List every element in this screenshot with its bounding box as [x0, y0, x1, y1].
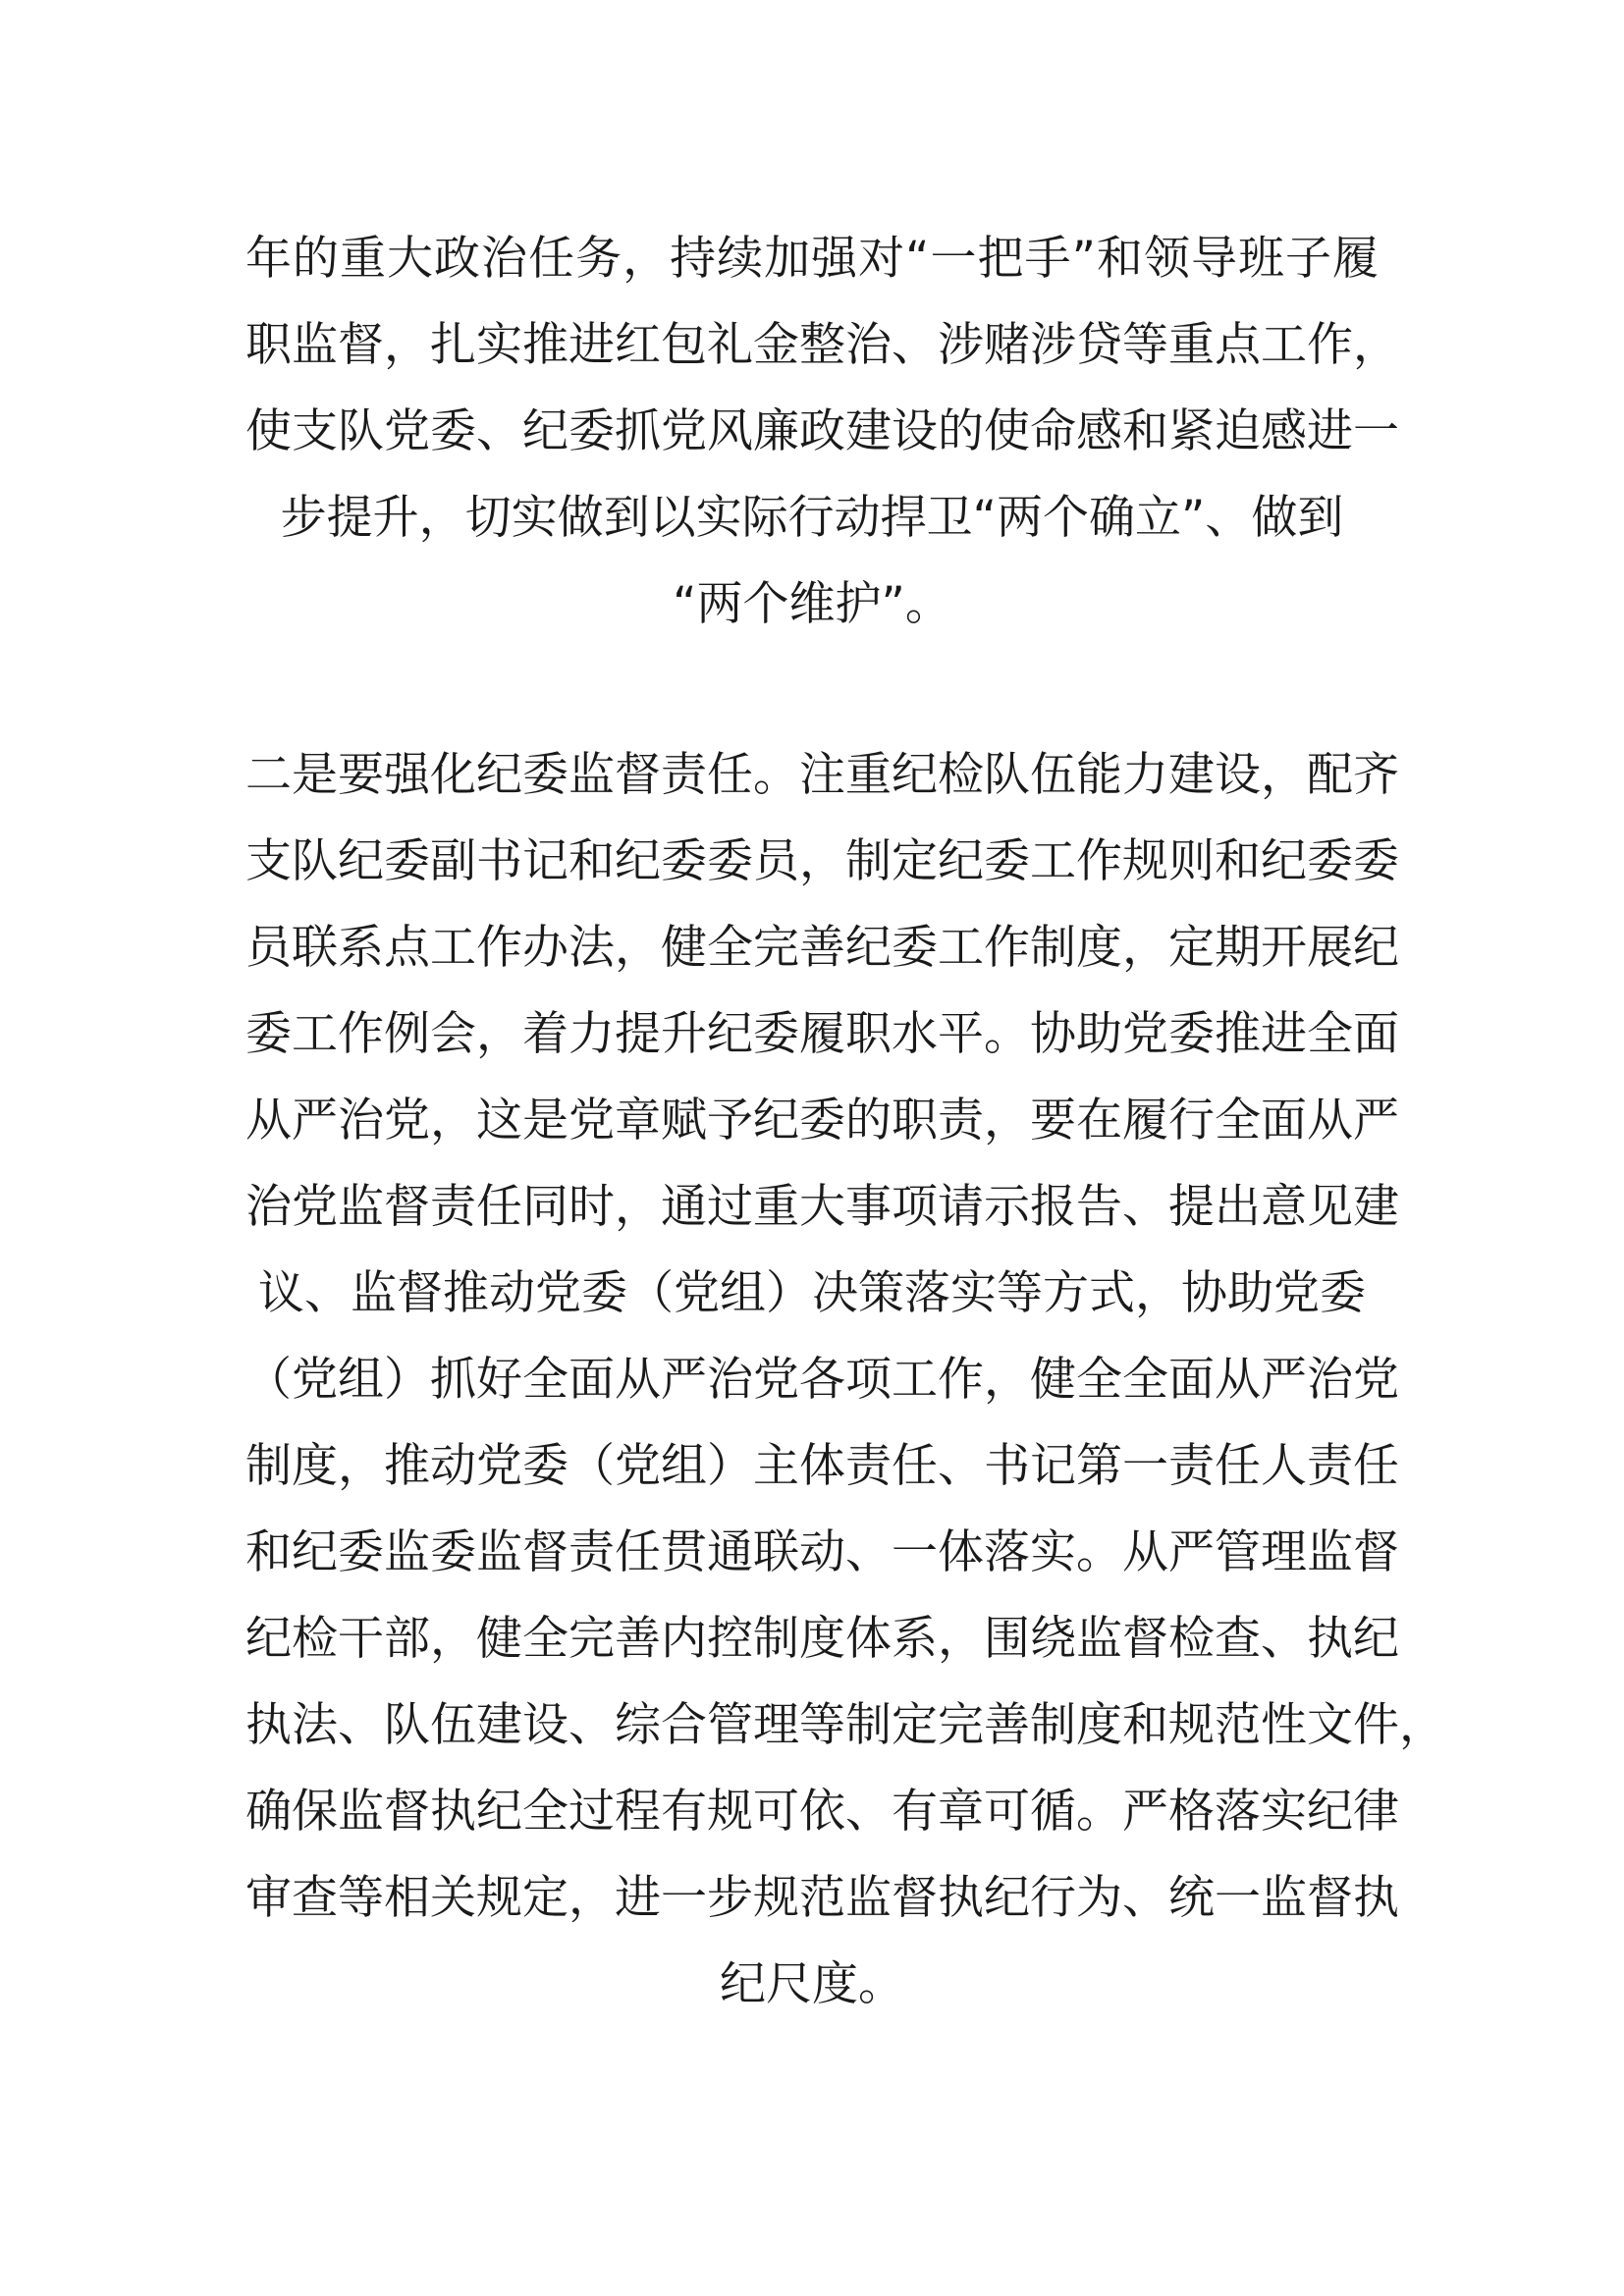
- paragraph-1-line-5: “两个维护”。: [673, 577, 951, 631]
- paragraph-2-line-9: 制度，推动党委（党组）主体责任、书记第一责任人责任: [245, 1439, 1399, 1493]
- paragraph-2-line-11: 纪检干部，健全完善内控制度体系，围绕监督检查、执纪: [245, 1612, 1399, 1666]
- paragraph-1-line-3: 使支队党委、纪委抓党风廉政建设的使命感和紧迫感进一: [245, 404, 1399, 458]
- paragraph-2-line-6: 治党监督责任同时，通过重大事项请示报告、提出意见建: [245, 1180, 1399, 1234]
- paragraph-2-line-5: 从严治党，这是党章赋予纪委的职责，要在履行全面从严: [245, 1094, 1399, 1148]
- paragraph-1-line-2: 职监督，扎实推进红包礼金整治、涉赌涉贷等重点工作，: [245, 318, 1399, 372]
- paragraph-2-line-1: 二是要强化纪委监督责任。注重纪检队伍能力建设，配齐: [245, 748, 1399, 802]
- paragraph-2-line-7: 议、监督推动党委（党组）决策落实等方式，协助党委: [258, 1266, 1366, 1320]
- paragraph-2-line-13: 确保监督执纪全过程有规可依、有章可循。严格落实纪律: [245, 1785, 1399, 1839]
- paragraph-2-line-15: 纪尺度。: [720, 1957, 904, 2011]
- paragraph-2-line-3: 员联系点工作办法，健全完善纪委工作制度，定期开展纪: [245, 921, 1399, 975]
- paragraph-1-line-4: 步提升，切实做到以实际行动捍卫“两个确立”、做到: [280, 491, 1344, 545]
- paragraph-2-line-4: 委工作例会，着力提升纪委履职水平。协助党委推进全面: [245, 1007, 1399, 1061]
- paragraph-2-line-12: 执法、队伍建设、综合管理等制定完善制度和规范性文件，: [245, 1698, 1445, 1752]
- paragraph-2-line-8: （党组）抓好全面从严治党各项工作，健全全面从严治党: [245, 1353, 1399, 1407]
- paragraph-2-line-10: 和纪委监委监督责任贯通联动、一体落实。从严管理监督: [245, 1525, 1399, 1579]
- paragraph-2-line-2: 支队纪委副书记和纪委委员，制定纪委工作规则和纪委委: [245, 834, 1399, 888]
- paragraph-1-line-1: 年的重大政治任务，持续加强对“一把手”和领导班子履: [245, 232, 1379, 286]
- paragraph-2-line-14: 审查等相关规定，进一步规范监督执纪行为、统一监督执: [245, 1871, 1399, 1925]
